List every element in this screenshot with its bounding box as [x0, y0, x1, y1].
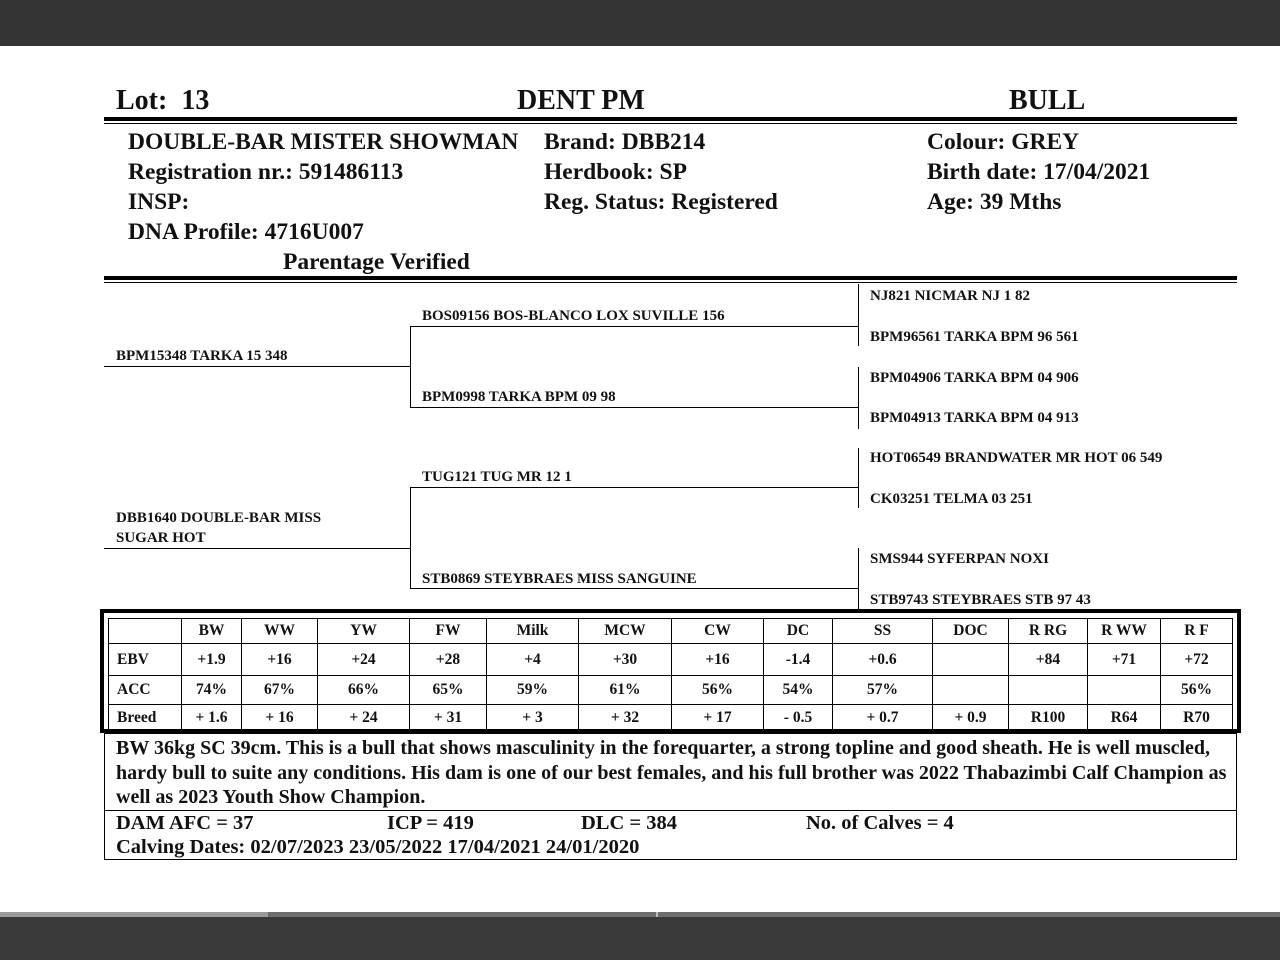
breed-cell: R70 — [1161, 705, 1233, 731]
pedigree-dam-line2: SUGAR HOT — [116, 530, 206, 546]
animal-name: DENT PM — [517, 85, 645, 116]
breed-cell: + 24 — [318, 705, 410, 731]
sd-line — [410, 407, 858, 408]
dam-branch — [410, 487, 411, 589]
ebv-header-cell: BW — [182, 619, 242, 644]
ebv-cell: -1.4 — [764, 644, 833, 676]
breed-cell: + 17 — [672, 705, 764, 731]
pedigree-sire: BPM15348 TARKA 15 348 — [116, 348, 288, 364]
pedigree-ggp-6: CK03251 TELMA 03 251 — [870, 491, 1033, 507]
scrollbar-thumb[interactable] — [0, 912, 268, 917]
ebv-row — [109, 644, 1233, 676]
ggp-branch-2 — [858, 367, 859, 429]
pedigree-ggp-4: BPM04913 TARKA BPM 04 913 — [870, 410, 1079, 426]
reg-status: Reg. Status: Registered — [544, 189, 778, 215]
pedigree-ggp-8: STB9743 STEYBRAES STB 97 43 — [870, 592, 1091, 608]
pedigree-ggp-2: BPM96561 TARKA BPM 96 561 — [870, 329, 1079, 345]
pedigree-ggp-1: NJ821 NICMAR NJ 1 82 — [870, 288, 1030, 304]
acc-row-label: ACC — [109, 676, 182, 705]
ebv-cell: +30 — [579, 644, 672, 676]
breed-cell: + 31 — [410, 705, 487, 731]
dd-line — [410, 588, 858, 589]
sire-branch — [410, 326, 411, 408]
herdbook: Herdbook: SP — [544, 159, 687, 185]
dam-afc: DAM AFC = 37 — [116, 812, 254, 834]
brand: Brand: DBB214 — [544, 129, 706, 155]
ebv-cell: +84 — [1009, 644, 1088, 676]
acc-cell — [1009, 676, 1088, 705]
breed-cell: + 0.9 — [933, 705, 1009, 731]
dam-dlc: DLC = 384 — [581, 812, 677, 834]
acc-cell — [933, 676, 1009, 705]
ebv-header-cell: CW — [672, 619, 764, 644]
acc-cell: 66% — [318, 676, 410, 705]
comments-text: BW 36kg SC 39cm. This is a bull that shows masculinity in the forequarter, a strong topline and good sheath. He is well muscled, hardy bull to suite any conditions. His dam is one of our best females, and his full brother was 2022 Thabazimbi Calf Champion as well as 2023 Youth Show Champion. — [116, 737, 1227, 808]
ebv-header-cell: R RG — [1009, 619, 1088, 644]
lot-label — [116, 85, 209, 117]
dna-profile: DNA Profile: 4716U007 — [128, 219, 364, 245]
breed-cell: + 32 — [579, 705, 672, 731]
ebv-cell: +0.6 — [833, 644, 933, 676]
ggp-branch-3 — [858, 448, 859, 508]
ebv-header-cell: R WW — [1088, 619, 1161, 644]
ebv-header-cell: FW — [410, 619, 487, 644]
pedigree-sire-sire: BOS09156 BOS-BLANCO LOX SUVILLE 156 — [422, 308, 725, 324]
header-rule-thick — [104, 117, 1237, 121]
acc-cell: 56% — [1161, 676, 1233, 705]
breed-cell: R64 — [1088, 705, 1161, 731]
ebv-table — [108, 618, 1233, 731]
ebv-header-cell: MCW — [579, 619, 672, 644]
ebv-cell: +72 — [1161, 644, 1233, 676]
calving-dates: Calving Dates: 02/07/2023 23/05/2022 17/04/2021 24/01/2020 — [116, 836, 640, 858]
scrollbar-marker — [656, 912, 658, 917]
breed-cell: + 0.7 — [833, 705, 933, 731]
ebv-row-label: EBV — [109, 644, 182, 676]
breed-row-label: Breed — [109, 705, 182, 731]
acc-cell — [1088, 676, 1161, 705]
pedigree-ggp-3: BPM04906 TARKA BPM 04 906 — [870, 370, 1079, 386]
ebv-header-cell: R F — [1161, 619, 1233, 644]
ebv-cell: +16 — [242, 644, 318, 676]
acc-cell: 54% — [764, 676, 833, 705]
ebv-header-cell: Milk — [487, 619, 579, 644]
ebv-cell: +24 — [318, 644, 410, 676]
ds-line — [410, 487, 858, 488]
acc-cell: 65% — [410, 676, 487, 705]
birth-date: Birth date: 17/04/2021 — [927, 159, 1151, 185]
info-rule-thin — [104, 282, 1237, 283]
comments-divider — [104, 810, 1237, 811]
animal-full-name: DOUBLE-BAR MISTER SHOWMAN — [128, 129, 519, 155]
breed-row — [109, 705, 1233, 731]
ebv-cell: +28 — [410, 644, 487, 676]
acc-cell: 61% — [579, 676, 672, 705]
acc-cell: 74% — [182, 676, 242, 705]
age: Age: 39 Mths — [927, 189, 1062, 215]
parentage-verified: Parentage Verified — [283, 249, 470, 275]
ebv-header-cell: DOC — [933, 619, 1009, 644]
colour: Colour: GREY — [927, 129, 1080, 155]
acc-cell: 56% — [672, 676, 764, 705]
ebv-header-cell: YW — [318, 619, 410, 644]
animal-sex: BULL — [1009, 85, 1086, 116]
header-rule-thin — [104, 123, 1237, 124]
ss-line — [410, 326, 858, 327]
pedigree-ggp-7: SMS944 SYFERPAN NOXI — [870, 551, 1049, 567]
ggp-branch-4 — [858, 548, 859, 610]
ebv-header-cell: WW — [242, 619, 318, 644]
ggp-branch-1 — [858, 284, 859, 346]
info-rule-thick — [104, 276, 1237, 280]
lot-label-text: Lot: — [116, 85, 168, 116]
breed-cell: - 0.5 — [764, 705, 833, 731]
pedigree-ggp-5: HOT06549 BRANDWATER MR HOT 06 549 — [870, 450, 1163, 466]
pedigree-dam-sire: TUG121 TUG MR 12 1 — [422, 469, 572, 485]
dam-line — [104, 548, 410, 549]
viewer-top-bar — [0, 0, 1280, 46]
ebv-header-cell: SS — [833, 619, 933, 644]
ebv-cell: +4 — [487, 644, 579, 676]
acc-cell: 67% — [242, 676, 318, 705]
breed-cell: R100 — [1009, 705, 1088, 731]
pedigree-dam-line1: DBB1640 DOUBLE-BAR MISS — [116, 510, 322, 526]
ebv-cell: +16 — [672, 644, 764, 676]
breed-cell: + 3 — [487, 705, 579, 731]
breed-cell: + 16 — [242, 705, 318, 731]
pedigree-sire-dam: BPM0998 TARKA BPM 09 98 — [422, 389, 616, 405]
insp: INSP: — [128, 189, 190, 215]
ebv-header-cell — [109, 619, 182, 644]
dam-icp: ICP = 419 — [387, 812, 474, 834]
acc-cell: 59% — [487, 676, 579, 705]
dam-calves: No. of Calves = 4 — [806, 812, 954, 834]
acc-cell: 57% — [833, 676, 933, 705]
viewer-bottom-bar — [0, 912, 1280, 960]
ebv-cell: +71 — [1088, 644, 1161, 676]
lot-number: 13 — [181, 85, 210, 116]
breed-cell: + 1.6 — [182, 705, 242, 731]
pedigree-dam-dam: STB0869 STEYBRAES MISS SANGUINE — [422, 571, 697, 587]
registration-number: Registration nr.: 591486113 — [128, 159, 404, 185]
sire-line — [104, 366, 410, 367]
ebv-header-cell: DC — [764, 619, 833, 644]
acc-row — [109, 676, 1233, 705]
ebv-cell: +1.9 — [182, 644, 242, 676]
ebv-cell — [933, 644, 1009, 676]
ebv-header-row — [109, 619, 1233, 644]
